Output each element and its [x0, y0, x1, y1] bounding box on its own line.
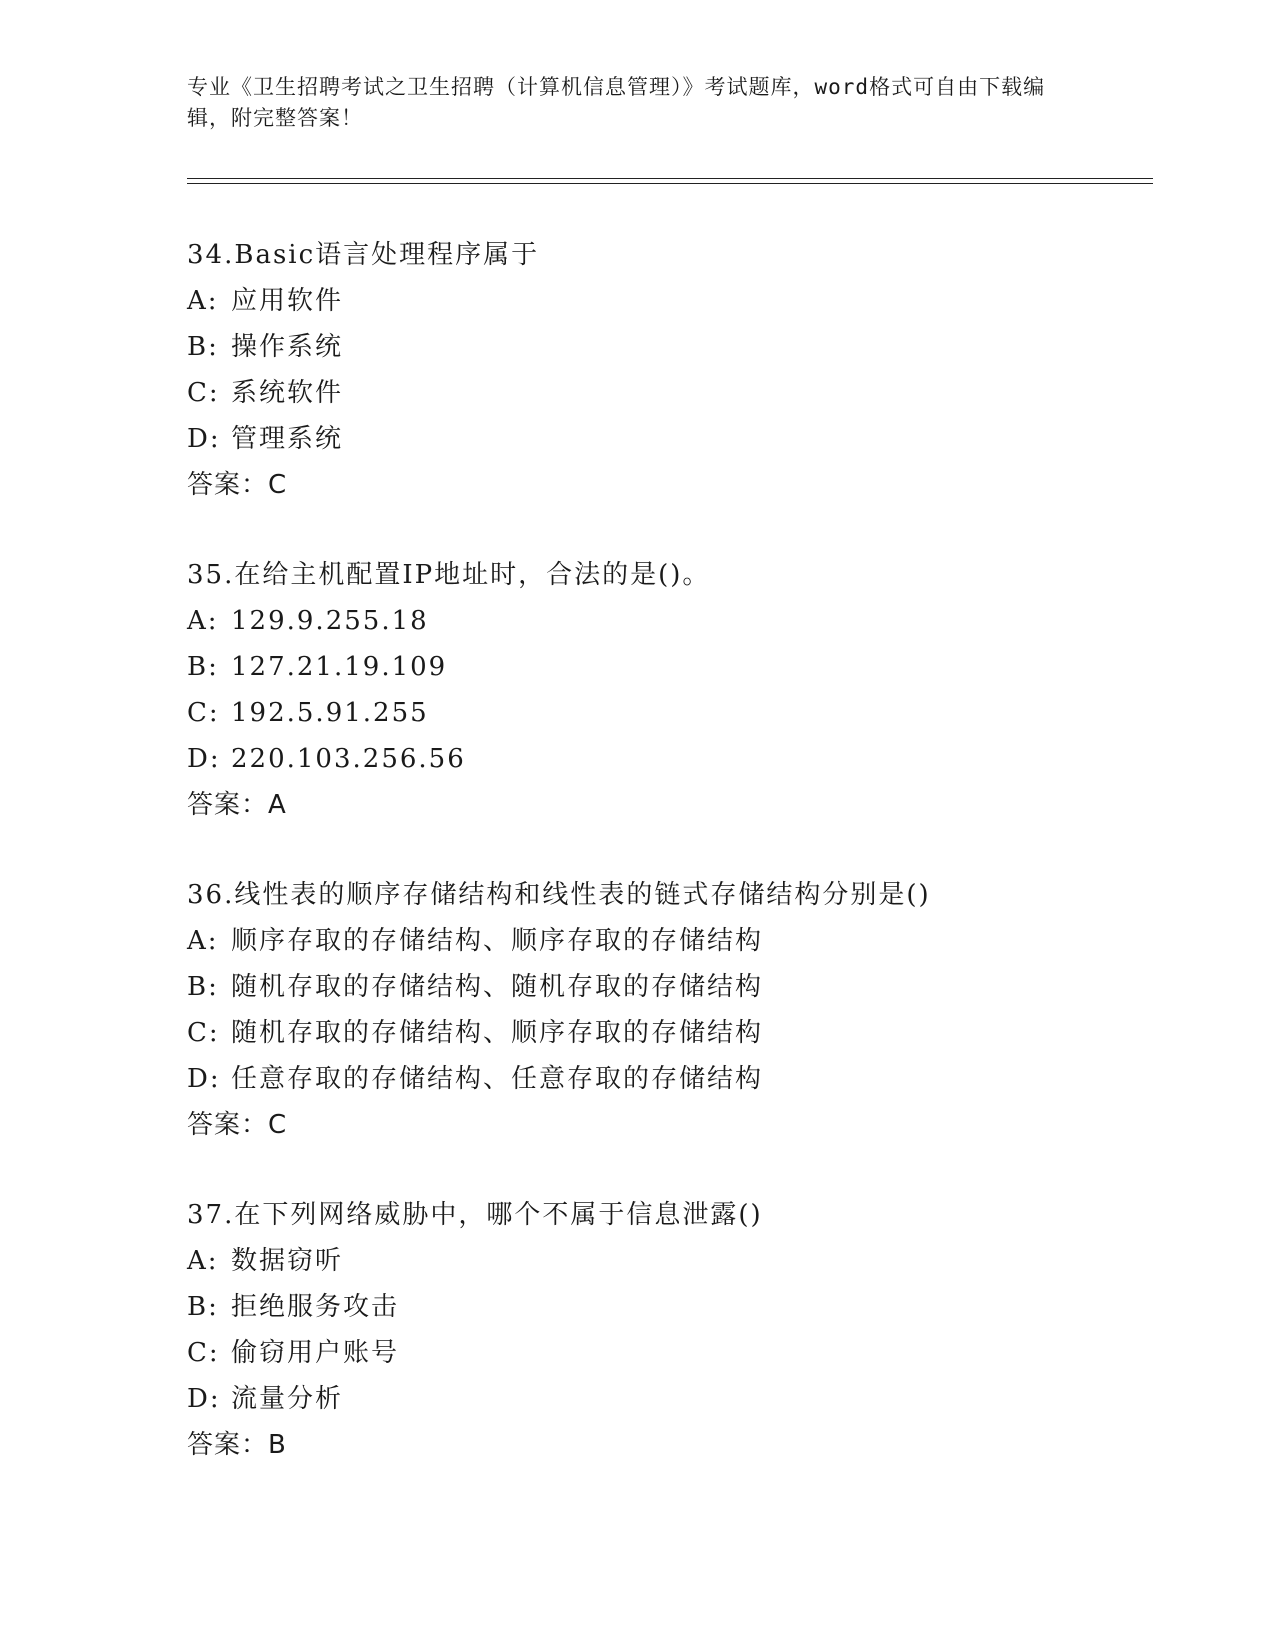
answer-text: 答案：A [187, 790, 287, 820]
option-letter: A: [187, 926, 219, 956]
option-letter: B: [187, 1292, 219, 1322]
option-letter: A: [187, 606, 219, 636]
question-34 [187, 232, 1147, 508]
option-a [187, 1238, 1147, 1284]
option-text: 任意存取的存储结构、任意存取的存储结构 [231, 1064, 764, 1094]
option-letter: B: [187, 652, 219, 682]
option-text: 操作系统 [231, 332, 344, 362]
question-stem: 34.Basic语言处理程序属于 [187, 240, 540, 270]
answer-text: 答案：C [187, 1110, 288, 1140]
option-text: 拒绝服务攻击 [231, 1292, 400, 1322]
option-b [187, 324, 1147, 370]
option-letter: B: [187, 972, 219, 1002]
option-d [187, 1056, 1147, 1102]
option-text: 偷窃用户账号 [231, 1338, 400, 1368]
option-c [187, 690, 1147, 736]
option-text: 220.103.256.56 [231, 744, 466, 774]
option-letter: D: [187, 1064, 221, 1094]
option-letter: C: [187, 1338, 220, 1368]
question-37 [187, 1192, 1147, 1468]
option-text: 随机存取的存储结构、顺序存取的存储结构 [231, 1018, 764, 1048]
answer-text: 答案：B [187, 1430, 287, 1460]
option-letter: C: [187, 698, 220, 728]
option-text: 127.21.19.109 [231, 652, 448, 682]
option-b [187, 644, 1147, 690]
option-c [187, 1010, 1147, 1056]
option-text: 流量分析 [231, 1384, 344, 1414]
option-text: 顺序存取的存储结构、顺序存取的存储结构 [231, 926, 764, 956]
option-letter: A: [187, 1246, 219, 1276]
header-intro-text: 专业《卫生招聘考试之卫生招聘（计算机信息管理）》考试题库，word格式可自由下载编辑，附完整答案！ [187, 75, 1046, 130]
option-letter: A: [187, 286, 219, 316]
question-35 [187, 552, 1147, 828]
option-letter: B: [187, 332, 219, 362]
option-d [187, 1376, 1147, 1422]
option-letter: D: [187, 744, 221, 774]
header-divider-top [187, 178, 1153, 179]
option-text: 系统软件 [231, 378, 344, 408]
answer-text: 答案：C [187, 470, 288, 500]
option-b [187, 1284, 1147, 1330]
option-text: 数据窃听 [231, 1246, 344, 1276]
option-text: 129.9.255.18 [231, 606, 429, 636]
question-stem: 37.在下列网络威胁中，哪个不属于信息泄露() [187, 1200, 763, 1230]
option-letter: C: [187, 378, 220, 408]
question-stem: 36.线性表的顺序存储结构和线性表的链式存储结构分别是() [187, 880, 931, 910]
option-c [187, 1330, 1147, 1376]
option-text: 192.5.91.255 [231, 698, 429, 728]
option-text: 随机存取的存储结构、随机存取的存储结构 [231, 972, 764, 1002]
option-a [187, 918, 1147, 964]
document-header [187, 72, 1067, 134]
option-letter: D: [187, 1384, 221, 1414]
option-a [187, 598, 1147, 644]
option-text: 应用软件 [231, 286, 344, 316]
question-stem: 35.在给主机配置IP地址时，合法的是()。 [187, 560, 711, 590]
header-divider-bottom [187, 183, 1153, 184]
option-d [187, 416, 1147, 462]
option-text: 管理系统 [231, 424, 344, 454]
option-letter: C: [187, 1018, 220, 1048]
option-d [187, 736, 1147, 782]
option-c [187, 370, 1147, 416]
option-a [187, 278, 1147, 324]
option-b [187, 964, 1147, 1010]
option-letter: D: [187, 424, 221, 454]
question-36 [187, 872, 1147, 1148]
